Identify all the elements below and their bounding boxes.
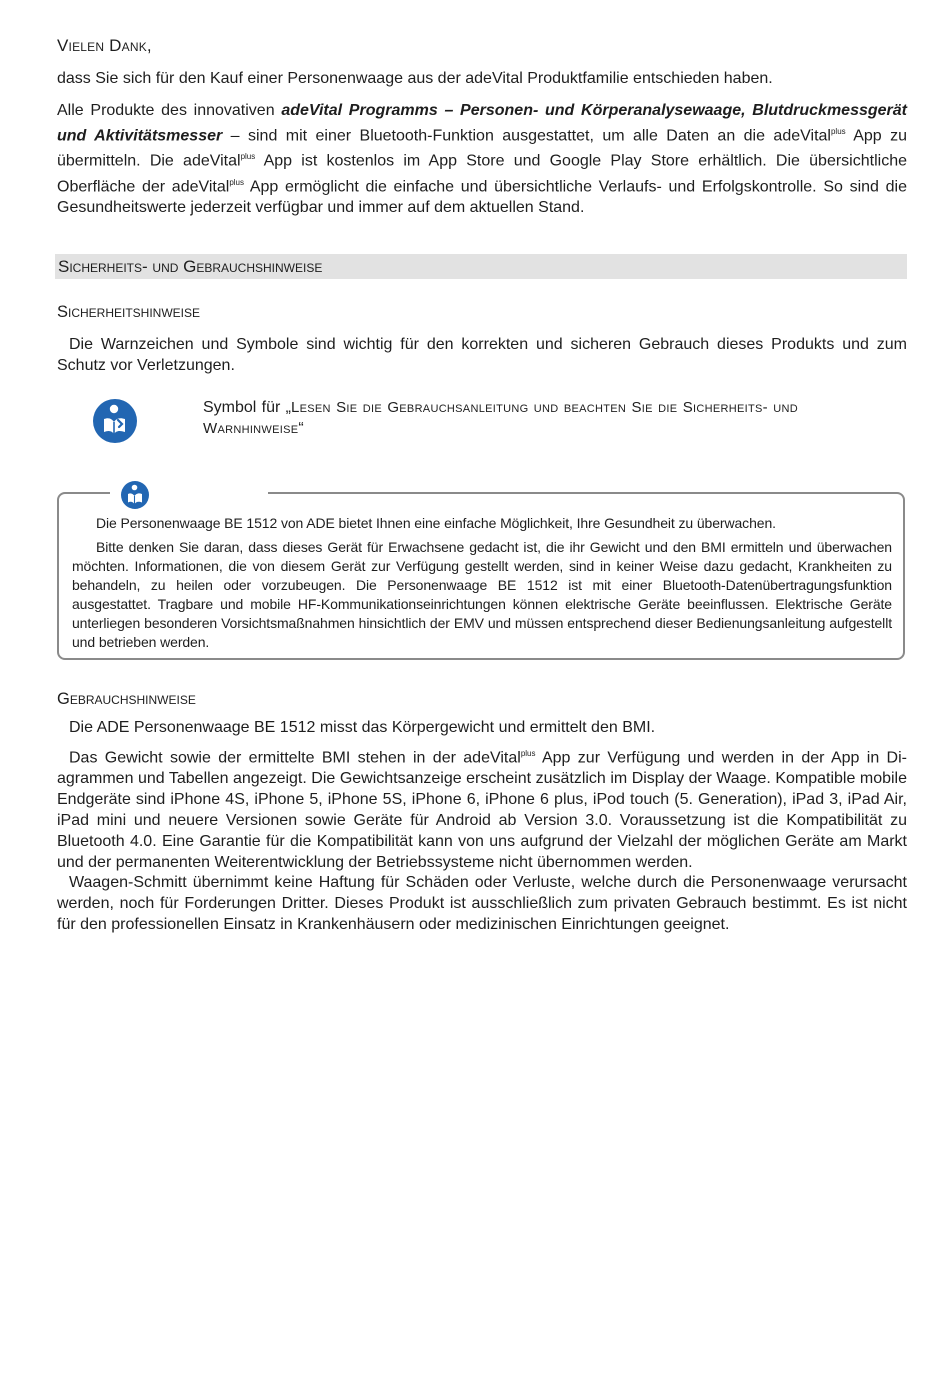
safety-intro: Die Warnzeichen und Symbole sind wichtig für den korrekten und sicheren Gebrauch dieses Produkts und zum Schutz vor Verletzungen. [57,336,907,374]
intro-products-emphasis: adeVital Programms – Personen- und Körperanalysewaage, Blutdruckmessgerät und Aktivitätsmesser [57,102,908,145]
usage-paragraph-2 [57,743,907,873]
intro-text-mid: – sind mit einer Bluetooth-Funktion ausgestattet, um alle Daten an die adeVital [222,127,831,145]
symbol-caption: Lesen Sie die Gebrauchsanleitung und beachten Sie die Sicherheits- und Warnhinweise [203,399,798,437]
usage-text-end: App zur Verfügung und werden in der App in Diagrammen und Tabellen angezeigt. Die Gewichtsanzeige erscheint zusätzlich im Display der Waage. Kompatible mobile Endgeräte sind iPhone 4S, iPhone 5, iPhone 5S, iPhone 6, iPhone 6 plus, iPod touch (5. Generation), iPad 3, iPad Air, iPad mini und neuere Versionen sowie Geräte für Android ab Version 3.0. Voraussetzung ist die Kompatibilität zu Bluetooth 4.0. Eine Garantie für die Kompatibilität kann von uns aufgrund der Vielzahl der möglichen Geräte am Markt und der permanenten Weiterentwicklung der Betriebssysteme nicht übernommen werden. [57,749,907,872]
usage-paragraph-1: Die ADE Personenwaage BE 1512 misst das Körpergewicht und ermittelt den BMI. [69,719,656,736]
plus-superscript: plus [229,177,245,187]
usage-heading: Gebrauchshinweise [57,690,196,708]
plus-superscript: plus [520,749,536,758]
plus-superscript: plus [830,127,846,136]
usage-text-pre: Das Gewicht sowie der ermittelte BMI stehen in der adeVital [69,749,521,767]
intro-text-mid3: App ist kostenlos im App Store und Google Play Store erhältlich. Die übersichtliche Oberfläche der adeVital [57,152,907,195]
section-title-bar [55,254,907,279]
read-manual-icon [120,480,150,510]
symbol-description [203,397,798,439]
intro-paragraph [57,100,907,218]
section-title: Sicherheits- und Gebrauchshinweise [58,257,323,276]
thanks-heading: Vielen Dank, [57,36,152,55]
symbol-prefix: Symbol für „ [203,399,291,416]
read-manual-icon [92,398,138,444]
notice-paragraph-1: Die Personenwaage BE 1512 von ADE bietet Ihnen eine einfache Möglichkeit, Ihre Gesundheit zu überwachen. [96,515,776,531]
intro-text-end: App ermöglicht die einfache und übersichtliche Verlaufs- und Erfolgskontrolle. So sind die Gesundheitswerte jederzeit verfügbar und immer auf dem aktuellen Stand. [57,177,907,216]
intro-text-pre: Alle Produkte des innovativen [57,102,282,119]
intro-text-mid2: App zu übermitteln. Die adeVital [57,127,907,170]
symbol-suffix: “ [298,420,304,437]
notice-paragraph-2: Bitte denken Sie daran, dass dieses Gerät für Erwachsene gedacht ist, die ihr Gewicht und den BMI ermitteln und überwachen möchten. Informationen, die von diesem Gerät zur Verfügung gestellt werden, sind in keiner Weise dazu gedacht, Krankheiten zu behandeln, zu heilen oder vorzubeugen. Die Personenwaage BE 1512 ist mit einer Bluetooth-Datenübertragungsfunktion ausgestattet. Tragbare und mobile HF-Kommunikationseinrichtungen können elektrische Geräte beeinflussen. Elektrische Geräte unterliegen besonderen Vorsichtsmaßnahmen hinsichtlich der EMV und müssen entsprechend dieser Bedienungsanleitung aufgestellt und betrieben werden. [72,539,892,650]
safety-heading: Sicherheitshinweise [57,303,201,321]
intro-line: dass Sie sich für den Kauf einer Personenwaage aus der adeVital Produktfamilie entschieden haben. [57,70,773,87]
plus-superscript: plus [240,152,256,162]
usage-paragraph-3: Waagen-Schmitt übernimmt keine Haftung für Schäden oder Verluste, welche durch die Personenwaage verursacht werden, noch für Forderungen Dritter. Dieses Produkt ist ausschließlich zum privaten Gebrauch bestimmt. Es ist nicht für den professionellen Einsatz in Krankenhäusern oder medizinischen Einrichtungen geeignet. [57,874,907,933]
